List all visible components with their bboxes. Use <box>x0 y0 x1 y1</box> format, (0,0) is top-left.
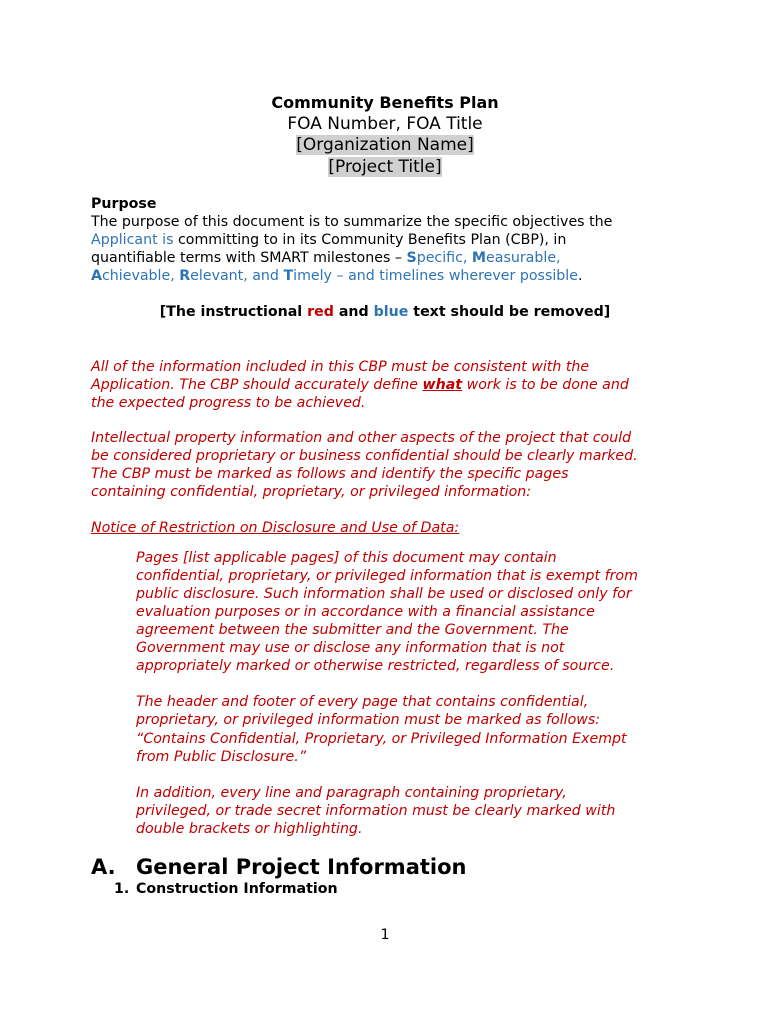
purpose-heading: Purpose <box>91 196 157 212</box>
section-a-letter: A. <box>91 855 116 879</box>
page-number: 1 <box>380 927 390 943</box>
block3-line-2: privileged, or trade secret information must be clearly marked with <box>136 803 616 819</box>
para2-line-1: Intellectual property information and other aspects of the project that could <box>91 430 632 446</box>
para1-line-3: the expected progress to be achieved. <box>91 395 366 411</box>
note-and: and <box>333 304 374 320</box>
block2-line-4: from Public Disclosure.” <box>136 749 307 765</box>
purpose-line-2-text: committing to in its Community Benefits Plan (CBP), in <box>173 232 567 248</box>
note-open: [The instructional <box>159 304 308 320</box>
block1-line-2: confidential, proprietary, or privileged information that is exempt from <box>136 568 638 584</box>
block1-line-5: agreement between the submitter and the Government. The <box>136 622 569 638</box>
block3-line-1: In addition, every line and paragraph containing proprietary, <box>136 785 567 801</box>
para1-line-2-end: work is to be done and <box>462 377 629 393</box>
project-title <box>0 157 770 177</box>
document-title: Community Benefits Plan <box>271 93 499 112</box>
purpose-line-4 <box>91 268 582 284</box>
block1-line-7: appropriately marked or otherwise restricted, regardless of source. <box>136 658 615 674</box>
applicant-placeholder: Applicant is <box>91 232 174 248</box>
smart-specific: pecific, <box>416 250 472 266</box>
smart-t: T <box>283 268 294 284</box>
smart-a: A <box>91 268 102 284</box>
block1-line-1: Pages [list applicable pages] of this document may contain <box>136 550 557 566</box>
smart-s: S <box>406 250 417 266</box>
para2-line-3: The CBP must be marked as follows and identify the specific pages <box>91 466 569 482</box>
purpose-line-3-text: quantifiable terms with SMART milestones – <box>91 250 407 266</box>
smart-m: M <box>471 250 487 266</box>
block3-line-3: double brackets or highlighting. <box>136 821 363 837</box>
notice-heading: Notice of Restriction on Disclosure and Use of Data: <box>91 520 460 536</box>
smart-achievable: chievable, <box>101 268 180 284</box>
block1-line-6: Government may use or disclose any information that is not <box>136 640 565 656</box>
smart-r: R <box>179 268 191 284</box>
para1-line-2 <box>91 377 629 393</box>
purpose-line-1: The purpose of this document is to summarize the specific objectives the <box>91 214 613 230</box>
block2-line-2: proprietary, or privileged information must be marked as follows: <box>136 712 601 728</box>
para1-line-1: All of the information included in this CBP must be consistent with the <box>91 359 590 375</box>
smart-measurable: easurable, <box>486 250 561 266</box>
para2-line-4: containing confidential, proprietary, or privileged information: <box>91 484 532 500</box>
note-red-word: red <box>307 304 334 320</box>
purpose-line-2 <box>91 232 566 248</box>
subsection-title: Construction Information <box>136 881 338 897</box>
para1-line-2-text: Application. The CBP should accurately define <box>91 377 423 393</box>
section-a-title: General Project Information <box>136 855 467 879</box>
para2-line-2: be considered proprietary or business confidential should be clearly marked. <box>91 448 638 464</box>
purpose-period: . <box>577 268 583 284</box>
instruction-note <box>0 304 770 320</box>
organization-name-placeholder: [Organization Name] <box>296 135 474 155</box>
subsection-number: 1. <box>114 881 130 897</box>
note-blue-word: blue <box>373 304 409 320</box>
block1-line-3: public disclosure. Such information shall be used or disclosed only for <box>136 586 632 602</box>
foa-line: FOA Number, FOA Title <box>287 114 483 134</box>
block1-line-4: evaluation purposes or in accordance with a financial assistance <box>136 604 595 620</box>
purpose-line-3 <box>91 250 561 266</box>
smart-relevant: elevant, and <box>190 268 284 284</box>
project-title-placeholder: [Project Title] <box>328 157 442 177</box>
block2-line-3: “Contains Confidential, Proprietary, or Privileged Information Exempt <box>136 731 627 747</box>
note-close: text should be removed] <box>408 304 611 320</box>
emphasis-what: what <box>422 377 463 393</box>
smart-timely: imely – and timelines wherever possible <box>293 268 578 284</box>
block2-line-1: The header and footer of every page that contains confidential, <box>136 694 589 710</box>
organization-name <box>0 135 770 155</box>
